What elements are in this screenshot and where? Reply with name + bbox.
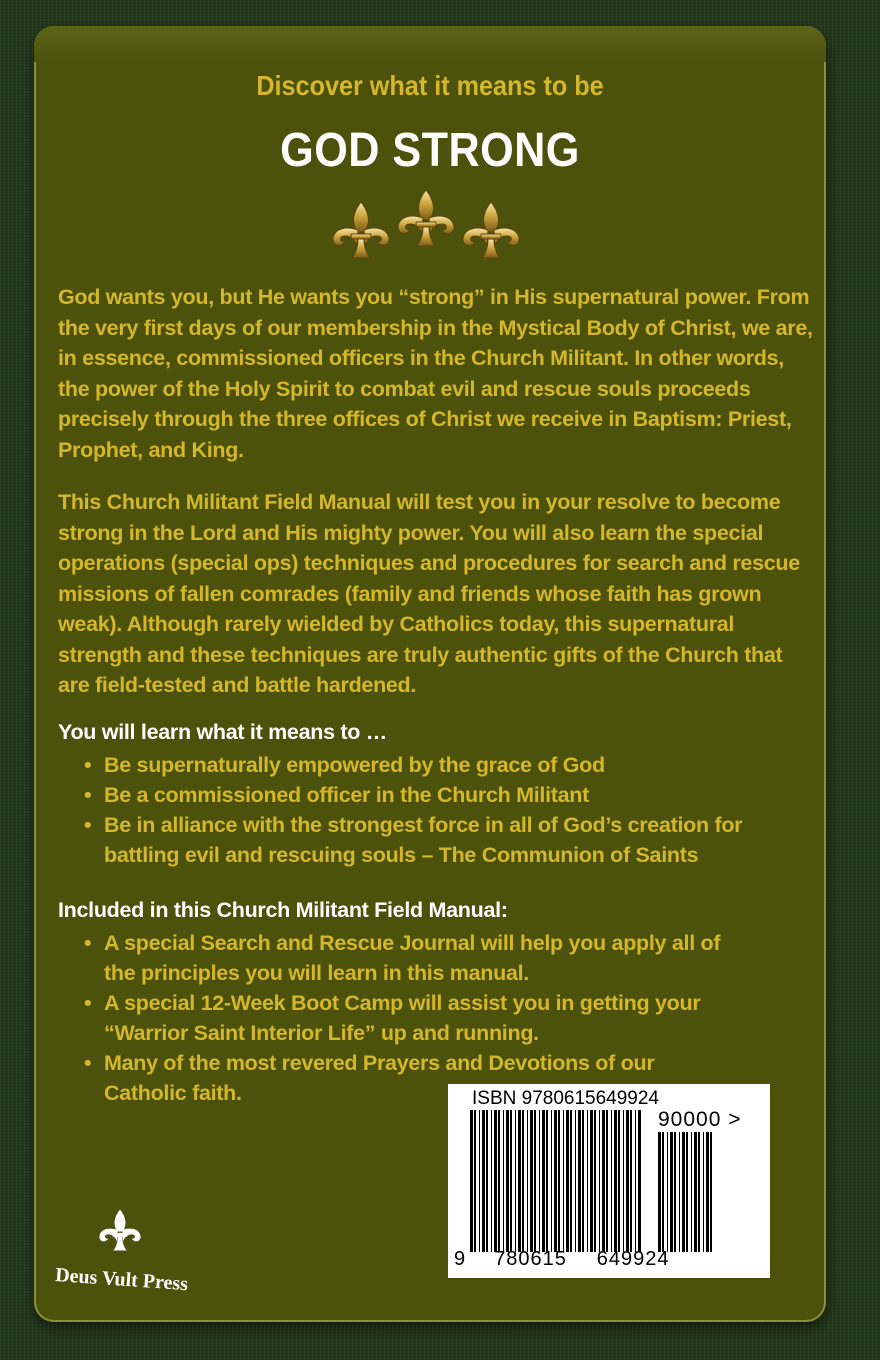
isbn-label: ISBN 9780615649924 [472, 1088, 659, 1109]
fleur-de-lis-icon [98, 1202, 142, 1258]
list-item: • Many of the most revered Prayers and Devotions of our Catholic faith. [84, 1048, 664, 1108]
fleur-de-lis-ornament [326, 188, 526, 268]
list-item: • A special 12-Week Boot Camp will assist you in getting your “Warrior Saint Interior Life” up and running. [84, 988, 744, 1048]
fleur-de-lis-icon [463, 202, 519, 258]
bullet-icon: • [84, 1051, 92, 1075]
list-item: • Be a commissioned officer in the Church Militant [84, 780, 784, 810]
headline: Discover what it means to be [256, 70, 604, 101]
bullet-icon: • [84, 753, 92, 777]
included-heading: Included in this Church Militant Field Manual: [58, 898, 508, 922]
bullet-icon: • [84, 783, 92, 807]
price-barcode-bars [658, 1132, 714, 1252]
list-item: • Be in alliance with the strongest force in all of God’s creation for battling evil and rescuing souls – The Communion of Saints [84, 810, 784, 870]
bullet-icon: • [84, 813, 92, 837]
learn-list [84, 750, 784, 870]
learn-heading: You will learn what it means to … [58, 720, 387, 744]
price-code: 90000 > [658, 1108, 742, 1131]
bullet-icon: • [84, 991, 92, 1015]
fleur-de-lis-icon [333, 202, 389, 258]
isbn-digits: 9 780615 649924 [454, 1248, 670, 1270]
isbn-barcode [448, 1084, 770, 1278]
title: GOD STRONG [280, 124, 580, 177]
barcode-bars [470, 1110, 644, 1252]
list-item: • Be supernaturally empowered by the grace of God [84, 750, 784, 780]
fleur-de-lis-icon [398, 190, 454, 246]
back-cover-panel [34, 26, 826, 1322]
bullet-icon: • [84, 931, 92, 955]
intro-paragraph: God wants you, but He wants you “strong” in His supernatural power. From the very first days of our membership in the Mystical Body of Christ, we are, in essence, commissioned officers in the Church Militant. In other words, the power of the Holy Spirit to combat evil and rescue souls proceeds precisely through the three offices of Christ we receive in Baptism: Priest, Prophet, and King. [58, 285, 813, 462]
list-item: • A special Search and Rescue Journal will help you apply all of the principles you will learn in this manual. [84, 928, 744, 988]
manual-paragraph: This Church Militant Field Manual will test you in your resolve to become strong in the Lord and His mighty power. You will also learn the special operations (special ops) techniques and procedures for search and rescue missions of fallen comrades (family and friends whose faith has grown weak). Although rarely wielded by Catholics today, this supernatural strength and these techniques are truly authentic gifts of the Church that are field-tested and battle hardened. [58, 490, 800, 697]
publisher-name: Deus Vult Press [54, 1264, 189, 1296]
included-list [84, 928, 744, 1108]
